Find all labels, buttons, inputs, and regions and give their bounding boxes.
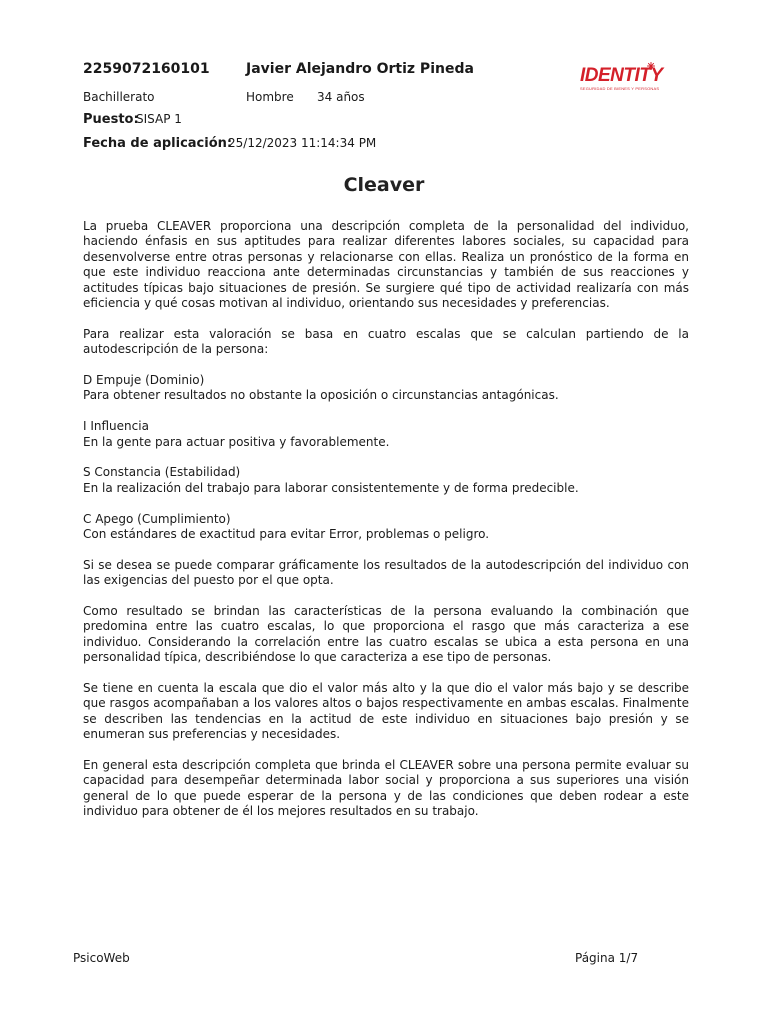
scale-description: Con estándares de exactitud para evitar Error, problemas o peligro. (83, 527, 490, 542)
application-date-label: Fecha de aplicación: (83, 136, 233, 151)
scale-description: En la gente para actuar positiva y favorablemente. (83, 434, 390, 449)
candidate-name: Javier Alejandro Ortiz Pineda (246, 61, 474, 77)
id-number: 2259072160101 (83, 61, 210, 77)
scale-name: S Constancia (Estabilidad) (83, 465, 241, 480)
logo-wordmark: IDENTITY (580, 65, 663, 86)
application-date-value: 25/12/2023 11:14:34 PM (228, 136, 377, 150)
scale-description: Para obtener resultados no obstante la oposición o circunstancias antagónicas. (83, 388, 559, 403)
graph-comparison-paragraph: Si se desea se puede comparar gráficamente los resultados de la autodescripción del individuo con las exigencias del puesto por el que opta. (83, 557, 689, 588)
identity-logo (580, 65, 663, 102)
footer-app-name: PsicoWeb (73, 951, 130, 965)
general-summary-paragraph: En general esta descripción completa que brinda el CLEAVER sobre una persona permite evaluar su capacidad para desempeñar determinada labor social y proporciona a sus superiores una visión general de lo que puede esperar de la persona y de las condiciones que deben rodear a este individuo para obtener de él los mejores resultados en su trabajo. (83, 758, 689, 819)
intro-paragraph: La prueba CLEAVER proporciona una descripción completa de la personalidad del individuo, haciendo énfasis en sus aptitudes para realizar diferentes labores sociales, su capacidad para desenvolverse entre otras personas y relacionarse con ellas. Realiza un pronóstico de la forma en que este individuo reacciona ante determinadas circunstancias y también de sus reacciones y actitudes típicas bajo situaciones de presión. Se surgiere qué tipo de actividad realizaría con más eficiencia y qué cosas motivan al individuo, orientando sus necesidades y preferencias. (83, 219, 689, 311)
position-value: SISAP 1 (136, 112, 182, 126)
scales-intro-paragraph: Para realizar esta valoración se basa en cuatro escalas que se calculan partiendo de la autodescripción de la persona: (83, 326, 689, 357)
page-title: Cleaver (343, 174, 425, 196)
age: 34 años (317, 90, 365, 104)
page-indicator: Página 1/7 (575, 951, 639, 965)
logo-tagline: SEGURIDAD DE BIENES Y PERSONAS (580, 86, 660, 91)
scale-name: D Empuje (Dominio) (83, 373, 205, 388)
education-level: Bachillerato (83, 90, 155, 104)
position-label: Puesto: (83, 112, 139, 127)
scale-description: En la realización del trabajo para laborar consistentemente y de forma predecible. (83, 480, 579, 495)
logo-star-icon (647, 62, 655, 70)
gender: Hombre (246, 90, 294, 104)
report-body (83, 219, 689, 820)
scale-name: C Apego (Cumplimiento) (83, 511, 231, 526)
scale-name: I Influencia (83, 419, 149, 434)
scale-extremes-paragraph: Se tiene en cuenta la escala que dio el valor más alto y la que dio el valor más bajo y se describe que rasgos acompañaban a los valores altos o bajos respectivamente en ambas escalas. Finalmente se describen las tendencias en la actitud de este individuo en situaciones bajo presión y se enumeran sus preferencias y necesidades. (83, 681, 689, 742)
result-paragraph: Como resultado se brindan las características de la persona evaluando la combinación que predomina entre las cuatro escalas, lo que proporciona el rasgo que más caracteriza a ese individuo. Considerando la correlación entre las cuatro escalas se ubica a esta persona en una personalidad típica, describiéndose lo que caracteriza a ese tipo de personas. (83, 604, 689, 665)
